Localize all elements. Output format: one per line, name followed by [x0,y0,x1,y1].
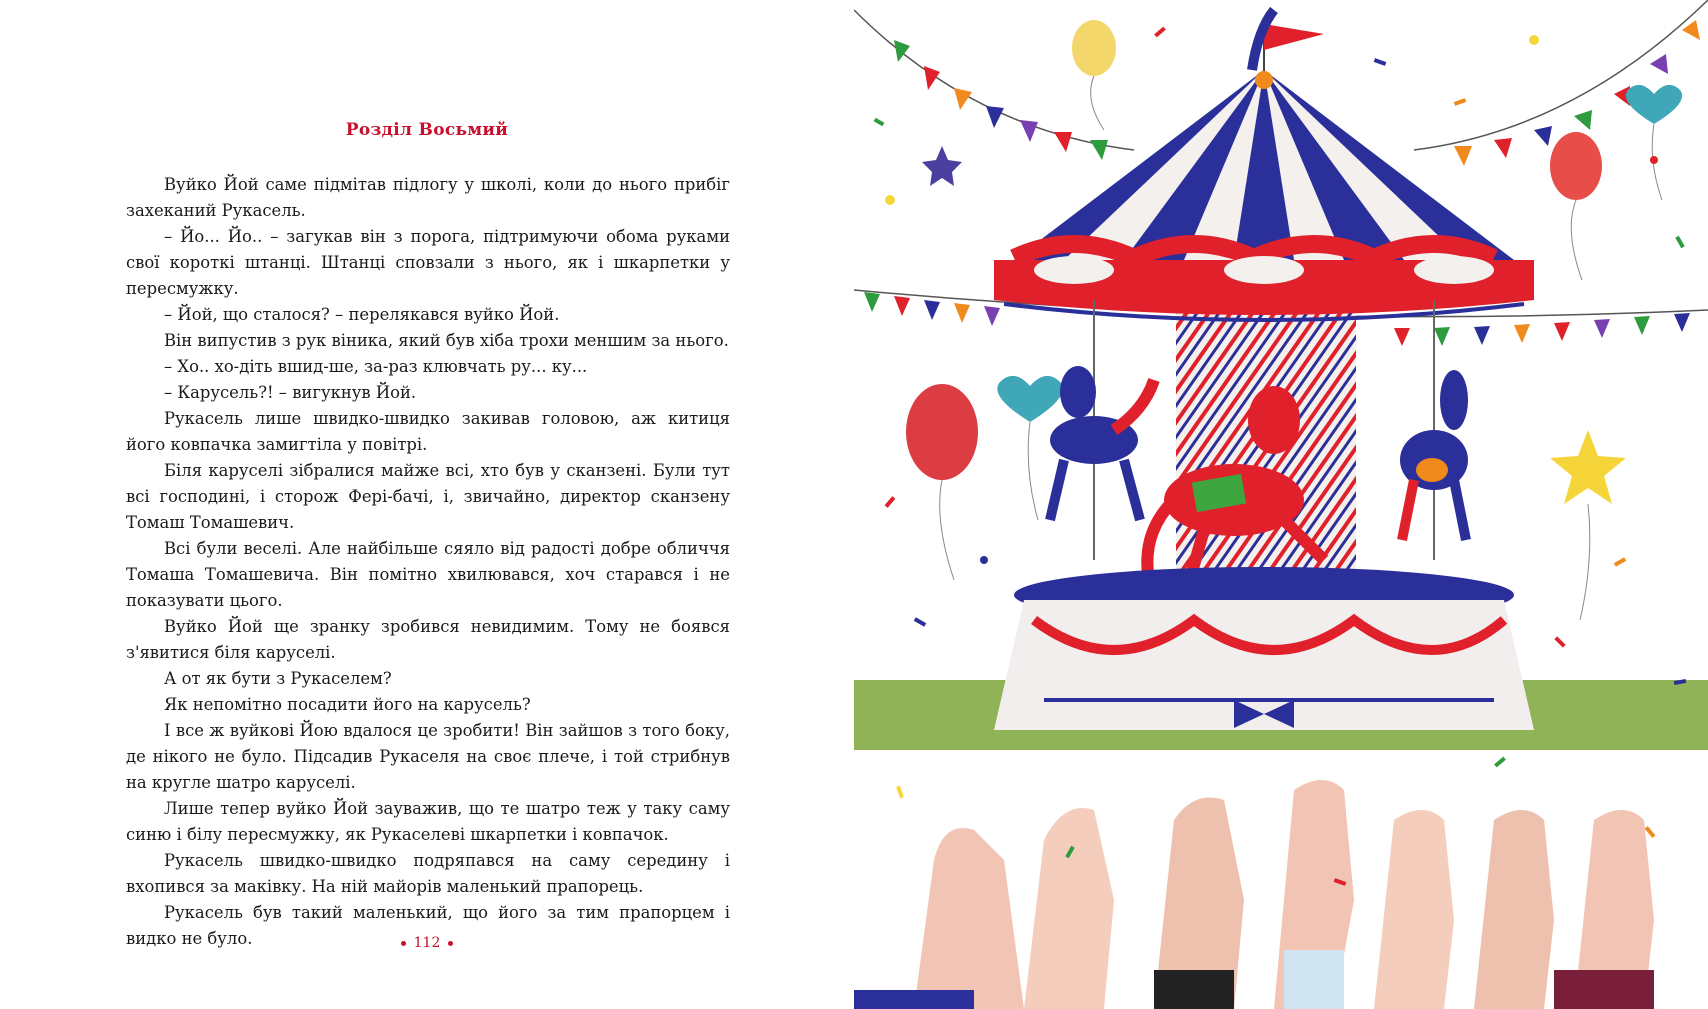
paragraph: Вуйко Йой саме підмітав підлогу у школі, коли до нього прибіг захеканий Рукасель. [126,175,730,220]
paragraph: Він випустив з рук віника, який був хіба трохи меншим за нього. [164,331,729,350]
paragraph: Рукасель лише швидко-швидко закивав головою, аж китиця його ковпачка замигтіла у повітрі. [126,409,730,454]
carousel-roof [994,70,1534,320]
right-page-illustration [854,0,1708,1009]
heart-balloon-right [1626,85,1682,200]
dot-ornament [448,941,453,946]
paragraph: – Карусель?! – вигукнув Йой. [164,383,417,402]
flag-icon [1252,10,1324,89]
page-number [0,935,854,951]
horse-blue-left [1050,366,1154,520]
paragraph: Біля каруселі зібралися майже всі, хто був у сканзені. Були тут всі господині, і сторож Фері-бачі, і, звичайно, директор сканзену Томаш Томашевич. [126,461,730,532]
chapter-text [126,172,730,952]
carousel-base [994,600,1534,730]
paragraph: І все ж вуйкові Йою вдалося це зробити! Він зайшов з того боку, де нікого не було. Підсадив Рукаселя на своє плече, і той стрибнув на кругле шатро каруселі. [126,721,730,792]
balloon-red-right [1550,132,1602,280]
balloon-yellow [1072,20,1116,130]
paragraph: – Йо... Йо.. – загукав він з порога, підтримуючи обома руками свої короткі штанці. Штанці сповзали з нього, як і шкарпетки у пересмужку. [126,227,730,298]
paragraph: Всі були веселі. Але найбільше сяяло від радості добре обличчя Томаша Томашевича. Він помітно хвилювався, хоч старався і не показувати цього. [126,539,730,610]
paragraph: – Йой, що сталося? – перелякався вуйко Йой. [164,305,560,324]
chapter-title: Розділ Восьмий [345,120,509,140]
paragraph: Вуйко Йой ще зранку зробився невидимим. Тому не боявся з'явитися біля каруселі. [126,617,730,662]
carousel-illustration [854,0,1708,1009]
paragraph: Лише тепер вуйко Йой зауважив, що те шатро теж у таку саму синю і білу пересмужку, як Рукаселеві шкарпетки і ковпачок. [126,799,730,844]
paragraph: Як непомітно посадити його на карусель? [164,695,531,714]
dot-ornament [401,941,406,946]
paragraph: А от як бути з Рукаселем? [164,669,392,688]
balloon-red-left [906,384,978,580]
star-balloon-yellow [1550,430,1626,620]
paragraph: Рукасель швидко-швидко подряпався на саму середину і вхопився за маківку. На ній майорів маленький прапорець. [126,851,730,896]
clapping-hands [854,780,1654,1009]
page-number-value: 112 [413,935,441,951]
paragraph: Рукасель був такий маленький, що його за тим прапорцем і видко не було. [126,903,730,948]
paragraph: – Хо.. хо-діть вшид-ше, за-раз клювчать ру... ку... [164,357,588,376]
star-balloon-purple [922,146,962,186]
